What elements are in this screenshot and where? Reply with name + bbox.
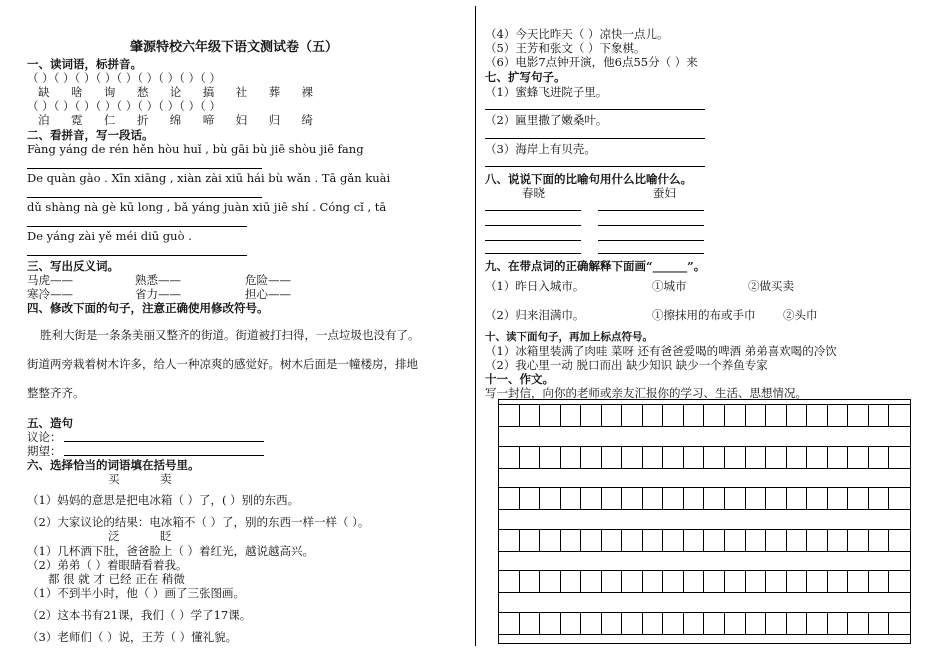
antonym-item: 担心—— [245,287,291,301]
grid-cell[interactable] [663,487,684,509]
grid-line [499,529,910,530]
antonym-item: 省力—— [135,287,181,301]
punctuation-line: （1）冰箱里装满了肉哇 菜呀 还有爸爸爱喝的啤酒 弟弟喜欢喝的冷饮 [485,344,837,358]
fill-question: （4）今天比昨天（ ）凉快一点儿。 [485,27,669,41]
punctuation-line: （2）我心里一动 脱口而出 缺少知识 缺少一个养鱼专家 [485,358,768,372]
explain-option: ②做买卖 [748,279,794,293]
answer-line [485,109,705,110]
grid-cell[interactable] [828,404,849,426]
pinyin-line: Fàng yáng de rén hěn hòu huǐ , bù gāi bù jiē shòu jiē fang [27,142,364,156]
passage-line: 街道两旁栽着树木许多，给人一种凉爽的感觉好。树木后面是一幢楼房，排地 [27,357,418,371]
section-5-heading: 五、造句 [27,416,73,430]
answer-line [485,240,581,241]
section-10-heading: 十、读下面句子，再加上标点符号。 [485,331,653,343]
writing-line [27,197,262,198]
grid-row[interactable] [499,529,910,551]
grid-cell[interactable] [581,612,602,634]
section-8-heading: 八、说说下面的比喻句用什么比喻什么。 [485,172,692,186]
grid-cell[interactable] [684,570,705,592]
answer-line [598,210,704,211]
poem-label: 蚕妇 [653,186,676,200]
brackets-row-1: （ ）（ ）（ ）（ ）（ ）（ ）（ ）（ ）（ ） [27,71,221,85]
word: 绵 [169,113,182,127]
grid-cell[interactable] [540,570,561,592]
section-6-heading: 六、选择恰当的词语填在括号里。 [27,458,200,472]
grid-cell[interactable] [848,487,869,509]
fill-question: （1）妈妈的意思是把电冰箱（ ）了，( ）别的东西。 [27,493,300,507]
grid-cell[interactable] [581,404,602,426]
word: 愁 [136,85,149,99]
choice-word: 卖 [160,472,172,486]
grid-cell[interactable] [746,487,767,509]
grid-cell[interactable] [602,487,623,509]
grid-cell[interactable] [684,529,705,551]
grid-cell[interactable] [725,487,746,509]
word: 缺 [38,85,50,99]
word: 社 [235,85,248,99]
composition-grid[interactable] [498,399,911,644]
passage-line: 整整齐齐。 [27,386,85,400]
grid-cell[interactable] [520,487,541,509]
grid-cell[interactable] [684,404,705,426]
grid-cell[interactable] [848,529,869,551]
grid-line [499,612,910,613]
grid-cell[interactable] [622,612,643,634]
grid-cell[interactable] [581,446,602,468]
sentence-prompt: 议论： [27,430,62,444]
grid-cell[interactable] [663,570,684,592]
grid-cell[interactable] [787,570,808,592]
word: 归 [268,113,281,127]
grid-cell[interactable] [622,487,643,509]
grid-cell[interactable] [869,446,890,468]
section-11-heading: 十一、作文。 [485,372,554,386]
grid-cell[interactable] [807,612,828,634]
grid-cell[interactable] [787,446,808,468]
writing-line [27,168,262,169]
grid-cell[interactable] [787,529,808,551]
answer-line [485,225,581,226]
grid-cell[interactable] [622,404,643,426]
grid-cell[interactable] [828,612,849,634]
grid-cell[interactable] [746,570,767,592]
grid-cell[interactable] [520,612,541,634]
grid-cell[interactable] [746,404,767,426]
grid-cell[interactable] [643,529,664,551]
grid-cell[interactable] [499,487,520,509]
grid-cell[interactable] [540,529,561,551]
expand-sentence: （2）匾里撒了嫩桑叶。 [485,113,608,127]
grid-line [499,570,910,571]
grid-cell[interactable] [643,612,664,634]
grid-cell[interactable] [499,529,520,551]
section-4-heading: 四、修改下面的句子，注意正确使用修改符号。 [27,301,269,315]
antonym-item: 熟悉—— [135,273,181,287]
grid-cell[interactable] [663,529,684,551]
grid-cell[interactable] [787,612,808,634]
grid-line [499,634,910,635]
word: 妇 [235,113,248,127]
brackets-row-2: （ ）（ ）（ ）（ ）（ ）（ ）（ ）（ ）（ ） [27,99,221,113]
grid-cell[interactable] [602,612,623,634]
word: 啥 [70,85,83,99]
grid-cell[interactable] [766,487,787,509]
grid-cell[interactable] [622,570,643,592]
section-2-heading: 二、看拼音，写一段话。 [27,128,154,142]
grid-cell[interactable] [725,570,746,592]
fill-question: （2）这本书有21课，我们（ ）学了17课。 [27,608,252,622]
grid-cell[interactable] [725,529,746,551]
section-1-heading: 一、读词语，标拼音。 [27,57,142,71]
answer-line [598,253,704,254]
grid-cell[interactable] [622,529,643,551]
grid-cell[interactable] [848,446,869,468]
grid-cell[interactable] [561,446,582,468]
grid-cell[interactable] [807,570,828,592]
grid-cell[interactable] [602,446,623,468]
word: 论 [169,85,182,99]
passage-line: 胜利大街是一条条美丽又整齐的街道。街道被打扫得，一点垃圾也没有了。 [40,328,420,342]
word: 询 [103,85,116,99]
grid-cell[interactable] [602,570,623,592]
word: 葬 [268,85,281,99]
grid-cell[interactable] [787,404,808,426]
grid-cell[interactable] [725,612,746,634]
answer-line [64,455,264,456]
grid-cell[interactable] [848,570,869,592]
word: 搞 [202,85,215,99]
grid-cell[interactable] [561,529,582,551]
grid-cell[interactable] [540,612,561,634]
fill-question: （1）几杯酒下肚，爸爸脸上（ ）着红光，越说越高兴。 [27,544,314,558]
grid-cell[interactable] [766,612,787,634]
grid-cell[interactable] [725,404,746,426]
grid-line [499,592,910,593]
grid-cell[interactable] [746,612,767,634]
grid-cell[interactable] [705,404,726,426]
grid-cell[interactable] [684,487,705,509]
grid-cell[interactable] [643,487,664,509]
word: 仁 [103,113,116,127]
grid-cell[interactable] [807,487,828,509]
grid-cell[interactable] [787,487,808,509]
grid-cell[interactable] [705,487,726,509]
grid-cell[interactable] [643,570,664,592]
grid-cell[interactable] [581,529,602,551]
word: 裸 [301,85,313,99]
grid-row[interactable] [499,404,910,426]
grid-cell[interactable] [848,612,869,634]
grid-cell[interactable] [684,446,705,468]
section-9-heading: 九、在带点词的正确解释下面画“______”。 [485,259,706,273]
grid-cell[interactable] [807,404,828,426]
grid-cell[interactable] [602,529,623,551]
grid-row[interactable] [499,612,910,634]
grid-cell[interactable] [766,404,787,426]
grid-cell[interactable] [828,570,849,592]
grid-cell[interactable] [561,487,582,509]
grid-cell[interactable] [622,446,643,468]
grid-cell[interactable] [561,404,582,426]
fill-question: （6）电影7点钟开演，他6点55分（ ）来 [485,55,698,69]
explain-option: ①城市 [652,279,687,293]
grid-cell[interactable] [705,570,726,592]
choice-word: 泛 [108,529,120,543]
grid-line [499,468,910,469]
grid-cell[interactable] [499,612,520,634]
grid-row[interactable] [499,570,910,592]
fill-question: （3）老师们（ ）说，王芳（ ）懂礼貌。 [27,630,238,644]
page-title: 肇源特校六年级下语文测试卷（五） [130,40,339,55]
answer-line [485,138,705,139]
grid-cell[interactable] [869,570,890,592]
grid-cell[interactable] [807,529,828,551]
choice-word: 买 [108,472,120,486]
word: 泊 [38,113,50,127]
answer-line [485,253,581,254]
grid-cell[interactable] [499,404,520,426]
antonym-item: 寒冷—— [27,287,73,301]
grid-cell[interactable] [828,529,849,551]
grid-cell[interactable] [520,570,541,592]
grid-cell[interactable] [540,404,561,426]
grid-cell[interactable] [684,612,705,634]
antonym-item: 危险—— [245,273,291,287]
answer-line [64,441,264,442]
grid-line [499,446,910,447]
fill-question: （5）王芳和张文（ ）下象棋。 [485,41,646,55]
grid-cell[interactable] [643,446,664,468]
grid-cell[interactable] [561,570,582,592]
grid-cell[interactable] [869,404,890,426]
grid-cell[interactable] [705,446,726,468]
pinyin-line: dǔ shàng nà gè kū long , bǎ yáng juàn xiū jiē shí . Cóng cǐ , tā [27,200,387,214]
grid-cell[interactable] [725,446,746,468]
grid-line [499,426,910,427]
answer-line [485,166,705,167]
sentence-prompt: 期望： [27,444,62,458]
grid-line [499,551,910,552]
grid-cell[interactable] [499,446,520,468]
explain-option: ②头巾 [783,308,818,322]
pinyin-line: De yáng zài yě méi diū guò . [27,229,192,243]
expand-sentence: （3）海岸上有贝壳。 [485,142,596,156]
grid-cell[interactable] [499,570,520,592]
grid-cell[interactable] [581,570,602,592]
grid-cell[interactable] [540,446,561,468]
antonym-item: 马虎—— [27,273,73,287]
grid-cell[interactable] [663,446,684,468]
grid-cell[interactable] [869,612,890,634]
writing-line [27,226,247,227]
grid-line [499,487,910,488]
fill-question: （2）弟弟（ ）着眼睛看着我。 [27,558,188,572]
answer-line [598,225,704,226]
word: 霓 [70,113,83,127]
grid-row[interactable] [499,487,910,509]
word-row-2 [38,112,313,128]
grid-line [499,404,910,405]
grid-cell[interactable] [520,446,541,468]
column-divider [475,6,476,646]
grid-cell[interactable] [766,529,787,551]
grid-cell[interactable] [807,446,828,468]
grid-cell[interactable] [746,529,767,551]
grid-cell[interactable] [581,487,602,509]
word: 折 [136,113,149,127]
writing-line [27,255,247,256]
grid-cell[interactable] [746,446,767,468]
expand-sentence: （1）蜜蜂飞进院子里。 [485,85,608,99]
word: 啼 [202,113,215,127]
poem-label: 春晓 [522,186,545,200]
explain-item: （2）归来泪满巾。 [485,308,585,322]
grid-cell[interactable] [520,404,541,426]
grid-cell[interactable] [561,612,582,634]
section-7-heading: 七、扩写句子。 [485,70,566,84]
pinyin-line: De quàn gào . Xīn xiāng , xiàn zài xiū hái bù wǎn . Tā gǎn kuài [27,171,391,185]
answer-line [598,240,704,241]
grid-cell[interactable] [540,487,561,509]
grid-cell[interactable] [766,570,787,592]
choice-words: 都 很 就 才 已经 正在 稍微 [48,572,185,586]
word: 绮 [301,113,313,127]
answer-line [485,210,581,211]
explain-option: ①擦抹用的布或手巾 [652,308,756,322]
fill-question: （2）大家议论的结果：电冰箱不（ ）了，别的东西一样一样（ ）。 [27,515,370,529]
grid-cell[interactable] [705,612,726,634]
grid-cell[interactable] [869,529,890,551]
grid-cell[interactable] [602,404,623,426]
grid-cell[interactable] [663,612,684,634]
grid-cell[interactable] [828,487,849,509]
grid-row[interactable] [499,446,910,468]
choice-word: 眨 [160,529,172,543]
explain-item: （1）昨日入城市。 [485,279,585,293]
section-3-heading: 三、写出反义词。 [27,259,119,273]
grid-cell[interactable] [828,446,849,468]
grid-cell[interactable] [643,404,664,426]
grid-cell[interactable] [869,487,890,509]
grid-cell[interactable] [663,404,684,426]
grid-cell[interactable] [705,529,726,551]
grid-cell[interactable] [766,446,787,468]
grid-cell[interactable] [848,404,869,426]
grid-line [499,509,910,510]
essay-prompt: 写一封信，向你的老师或亲友汇报你的学习、生活、思想情况。 [485,386,807,400]
grid-cell[interactable] [520,529,541,551]
fill-question: （1）不到半小时，他（ ）画了三张图画。 [27,586,245,600]
